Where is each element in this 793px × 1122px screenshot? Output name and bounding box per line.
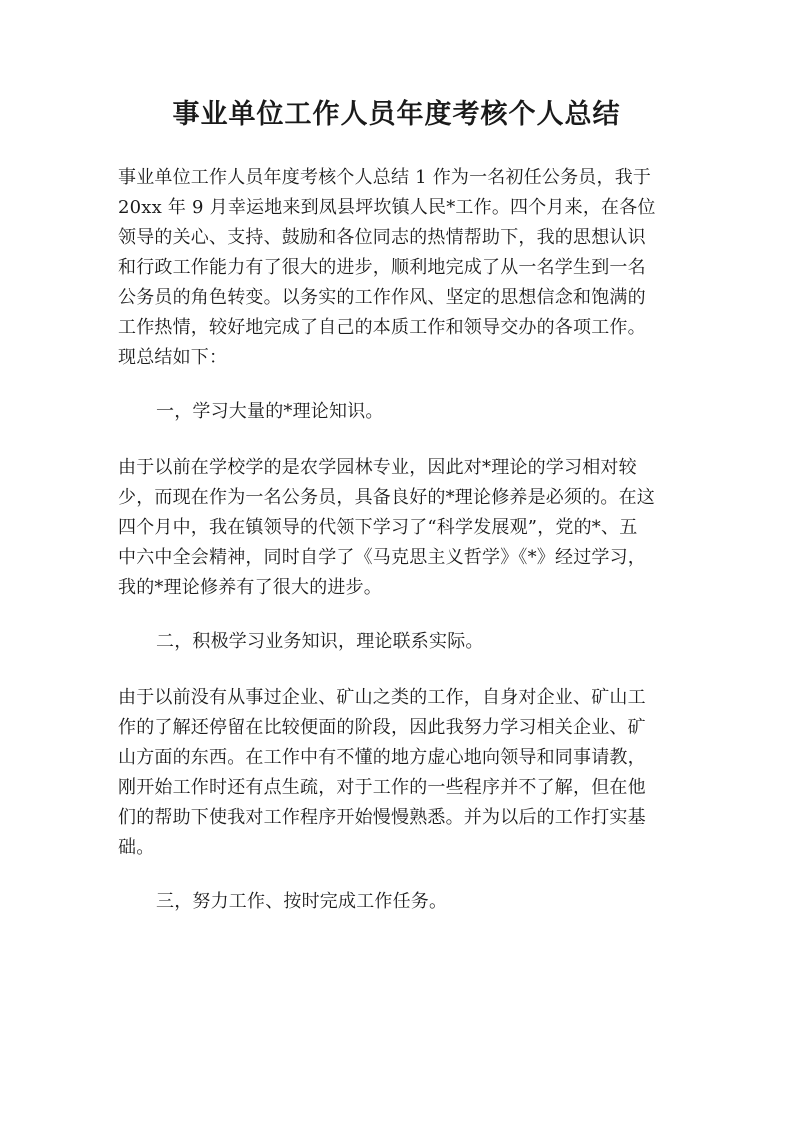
section-1-line: 中六中全会精神，同时自学了《马克思主义哲学》《*》经过学习， xyxy=(118,547,646,568)
section-1-paragraph xyxy=(118,453,678,603)
section-2-paragraph xyxy=(118,683,678,863)
section-1-line: 四个月中，我在镇领导的代领下学习了“科学发展观”，党的*、五 xyxy=(118,517,638,538)
intro-line: 和行政工作能力有了很大的进步，顺利地完成了从一名学生到一名 xyxy=(118,257,646,278)
intro-paragraph xyxy=(118,163,678,373)
spacer xyxy=(118,373,678,397)
section-heading-2: 二，积极学习业务知识，理论联系实际。 xyxy=(156,631,484,652)
section-2-line: 由于以前没有从事过企业、矿山之类的工作，自身对企业、矿山工 xyxy=(118,687,646,708)
intro-line: 公务员的角色转变。以务实的工作作风、坚定的思想信念和饱满的 xyxy=(118,287,646,308)
intro-line: 事业单位工作人员年度考核个人总结 1 作为一名初任公务员，我于 xyxy=(118,167,652,188)
spacer xyxy=(118,603,678,627)
intro-line: 20xx 年 9 月幸运地来到凤县坪坎镇人民*工作。四个月来，在各位 xyxy=(118,197,656,218)
document-title: 事业单位工作人员年度考核个人总结 xyxy=(172,99,621,130)
section-heading-1: 一，学习大量的*理论知识。 xyxy=(156,401,384,422)
section-1-line: 少，而现在作为一名公务员，具备良好的*理论修养是必须的。在这 xyxy=(118,487,655,508)
section-2-line: 作的了解还停留在比较便面的阶段，因此我努力学习相关企业、矿 xyxy=(118,717,646,738)
section-2-line: 刚开始工作时还有点生疏，对于工作的一些程序并不了解，但在他 xyxy=(118,777,646,798)
section-2-line: 础。 xyxy=(118,837,155,858)
spacer xyxy=(118,657,678,683)
spacer xyxy=(118,863,678,887)
section-2-line: 山方面的东西。在工作中有不懂的地方虚心地向领导和同事请教， xyxy=(118,747,646,768)
section-heading-3: 三，努力工作、按时完成工作任务。 xyxy=(156,891,448,912)
section-1-line: 我的*理论修养有了很大的进步。 xyxy=(118,577,382,598)
intro-line: 工作热情，较好地完成了自己的本质工作和领导交办的各项工作。 xyxy=(118,317,646,338)
section-2-line: 们的帮助下使我对工作程序开始慢慢熟悉。并为以后的工作打实基 xyxy=(118,807,646,828)
spacer xyxy=(118,427,678,453)
section-1-line: 由于以前在学校学的是农学园林专业，因此对*理论的学习相对较 xyxy=(118,457,637,478)
intro-line: 现总结如下： xyxy=(118,347,228,368)
intro-line: 领导的关心、支持、鼓励和各位同志的热情帮助下，我的思想认识 xyxy=(118,227,646,248)
document-body xyxy=(118,163,678,917)
